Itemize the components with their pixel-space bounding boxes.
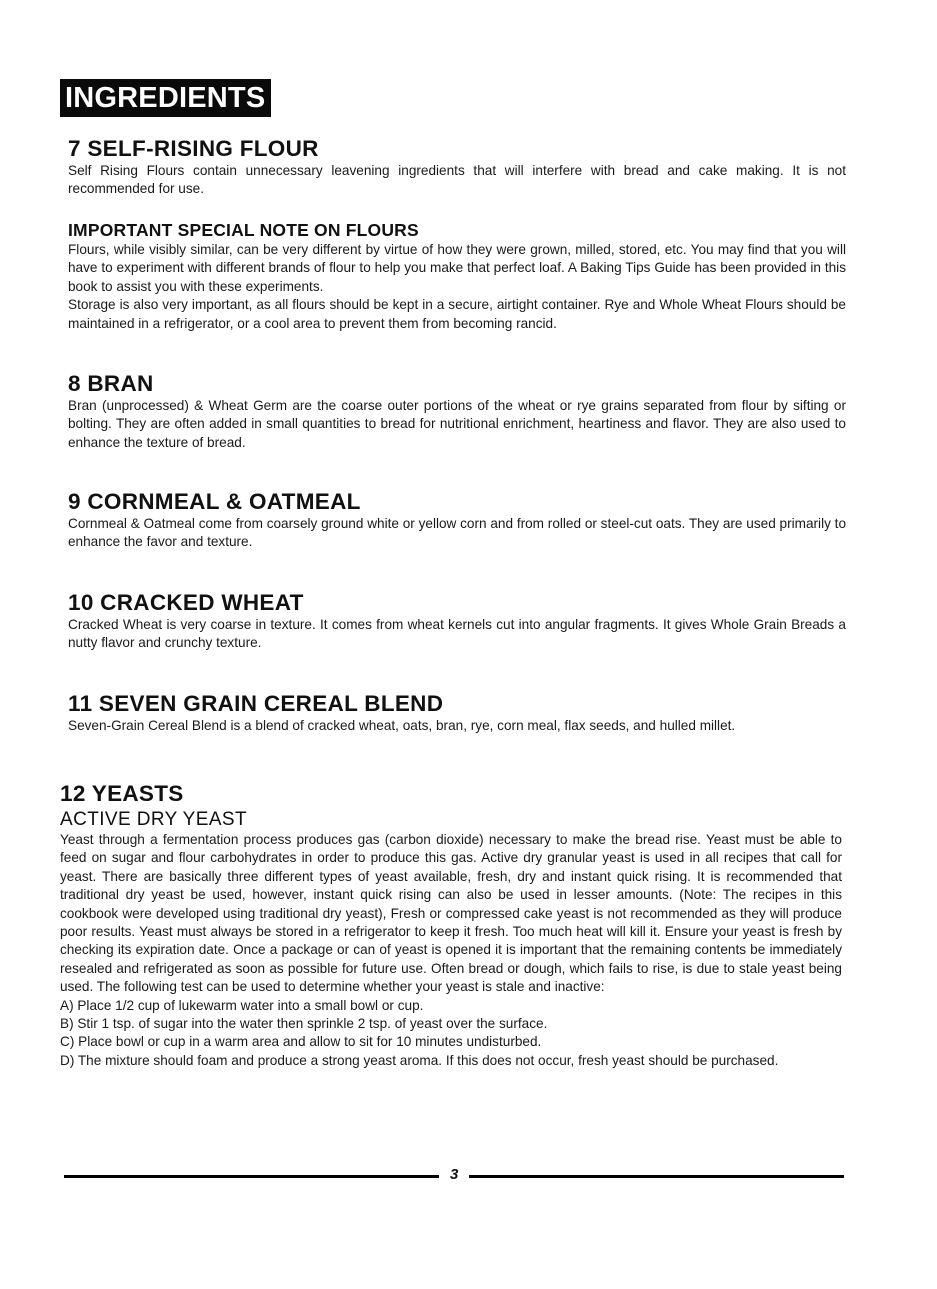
page-number: 3 <box>450 1166 459 1183</box>
section-paragraph: Cracked Wheat is very coarse in texture. It comes from wheat kernels cut into angular fragments. It gives Whole Grain Breads a nutty flavor and crunchy texture. <box>68 617 846 651</box>
section-paragraph: Storage is also very important, as all flours should be kept in a secure, airtight container. Rye and Whole Wheat Flours should be maintained in a refrigerator, or a cool area to prevent them from becoming rancid. <box>68 297 846 331</box>
step-item: D) The mixture should foam and produce a strong yeast aroma. If this does not occur, fresh yeast should be purchased. <box>60 1052 779 1068</box>
section-yeasts <box>60 781 842 1070</box>
section-bran <box>68 371 846 452</box>
page-header: INGREDIENTS <box>60 79 271 117</box>
step-item: C) Place bowl or cup in a warm area and allow to sit for 10 minutes undisturbed. <box>60 1034 542 1050</box>
section-paragraph: Yeast through a fermentation process produces gas (carbon dioxide) necessary to make the bread rise. Yeast must be able to feed on sugar and flour carbohydrates in order to produce this gas. Active dry granular yeast is used in all recipes that call for yeast. There are basically three different types of yeast available, fresh, dry and instant quick rising. It is recommended that traditional dry yeast be used, however, instant quick rising can also be used in lesser amounts. (Note: The recipes in this cookbook were developed using traditional dry yeast), Fresh or compressed cake yeast is not recommended as they will produce poor results. Yeast must always be stored in a refrigerator to keep it fresh. Too much heat will kill it. Ensure your yeast is fresh by checking its expiration date. Once a package or can of yeast is opened it is important that the remaining contents be immediately resealed and refrigerated as soon as possible for future use. Often bread or dough, which fails to rise, is due to stale yeast being used. The following test can be used to determine whether your yeast is stale and inactive: <box>60 832 842 995</box>
footer-rule-left <box>64 1175 439 1178</box>
section-title: 12 YEASTS <box>60 781 184 806</box>
section-cornmeal-oatmeal <box>68 489 846 552</box>
page-footer <box>64 1166 844 1185</box>
section-paragraph: Flours, while visibly similar, can be very different by virtue of how they were grown, milled, stored, etc. You may find that you will have to experiment with different brands of flour to help you make that perfect loaf. A Baking Tips Guide has been provided in this book to assist you with these experiments. <box>68 242 846 294</box>
section-seven-grain <box>68 691 846 735</box>
section-paragraph: Seven-Grain Cereal Blend is a blend of cracked wheat, oats, bran, rye, corn meal, flax seeds, and hulled millet. <box>68 718 736 733</box>
section-paragraph: Cornmeal & Oatmeal come from coarsely ground white or yellow corn and from rolled or steel-cut oats. They are used primarily to enhance the favor and texture. <box>68 516 846 550</box>
section-title: 8 BRAN <box>68 371 154 396</box>
section-subtitle: ACTIVE DRY YEAST <box>60 809 247 830</box>
section-title: 11 SEVEN GRAIN CEREAL BLEND <box>68 691 444 716</box>
section-paragraph: Self Rising Flours contain unnecessary leavening ingredients that will interfere with bread and cake making. It is not recommended for use. <box>68 163 846 197</box>
footer-rule-right <box>469 1175 844 1178</box>
step-item: A) Place 1/2 cup of lukewarm water into a small bowl or cup. <box>60 997 424 1013</box>
section-title: 7 SELF-RISING FLOUR <box>68 136 319 161</box>
section-self-rising-flour <box>68 136 846 199</box>
section-special-note-flours <box>68 219 846 333</box>
section-paragraph: Bran (unprocessed) & Wheat Germ are the coarse outer portions of the wheat or rye grains separated from flour by sifting or bolting. They are often added in small quantities to bread for nutritional enrichment, heartiness and flavor. They are also used to enhance the texture of bread. <box>68 398 846 450</box>
step-item: B) Stir 1 tsp. of sugar into the water then sprinkle 2 tsp. of yeast over the surface. <box>60 1016 548 1032</box>
section-title: IMPORTANT SPECIAL NOTE ON FLOURS <box>68 220 419 240</box>
section-title: 10 CRACKED WHEAT <box>68 590 304 615</box>
section-cracked-wheat <box>68 590 846 653</box>
section-title: 9 CORNMEAL & OATMEAL <box>68 489 361 514</box>
